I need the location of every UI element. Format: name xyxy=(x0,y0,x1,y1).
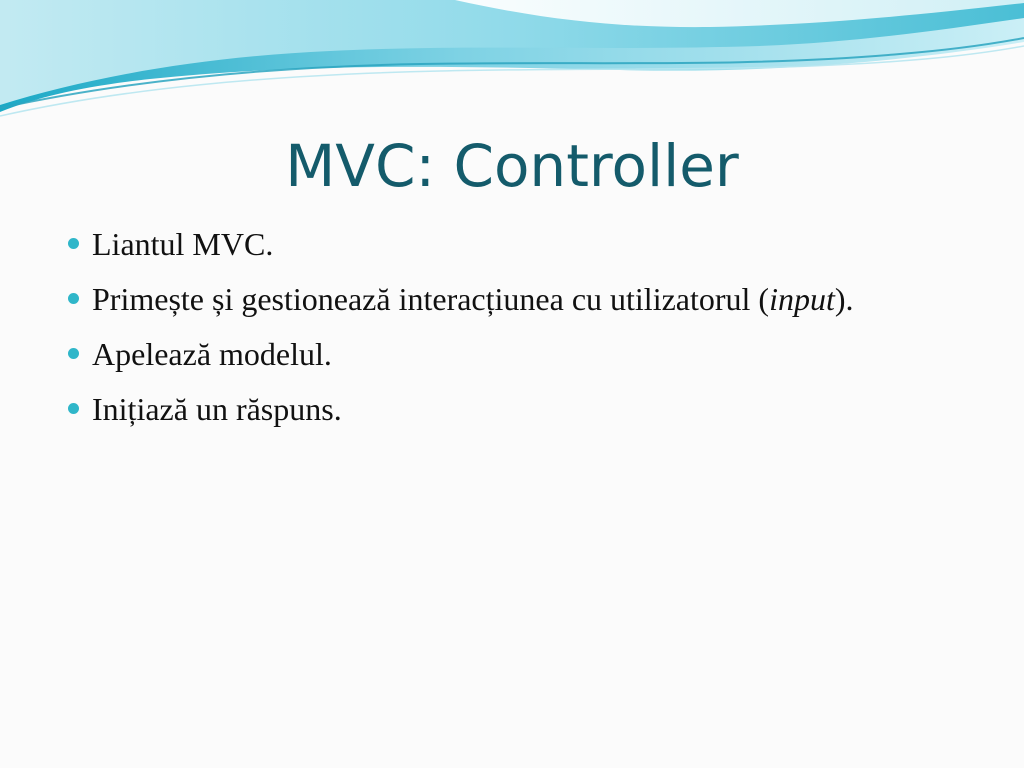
bullet-icon xyxy=(68,403,79,414)
bullet-text-suffix: ). xyxy=(834,281,854,317)
bullet-text: Liantul MVC. xyxy=(92,226,274,262)
wave-header-decoration xyxy=(0,0,1024,130)
bullet-icon xyxy=(68,293,79,304)
bullet-item-input xyxy=(68,277,948,321)
bullet-icon xyxy=(68,238,79,249)
slide-title: MVC: Controller xyxy=(285,132,739,200)
bullet-item-model xyxy=(68,332,948,376)
bullet-item-liantul xyxy=(68,222,948,266)
bullet-text-italic: input xyxy=(769,281,835,317)
bullet-text-prefix: Primește și gestionează interacțiunea cu utilizatorul ( xyxy=(92,281,770,317)
bullet-item-response xyxy=(68,387,948,431)
bullet-list xyxy=(68,222,948,442)
bullet-text: Apelează modelul. xyxy=(92,336,332,372)
bullet-text: Inițiază un răspuns. xyxy=(92,391,342,427)
bullet-icon xyxy=(68,348,79,359)
